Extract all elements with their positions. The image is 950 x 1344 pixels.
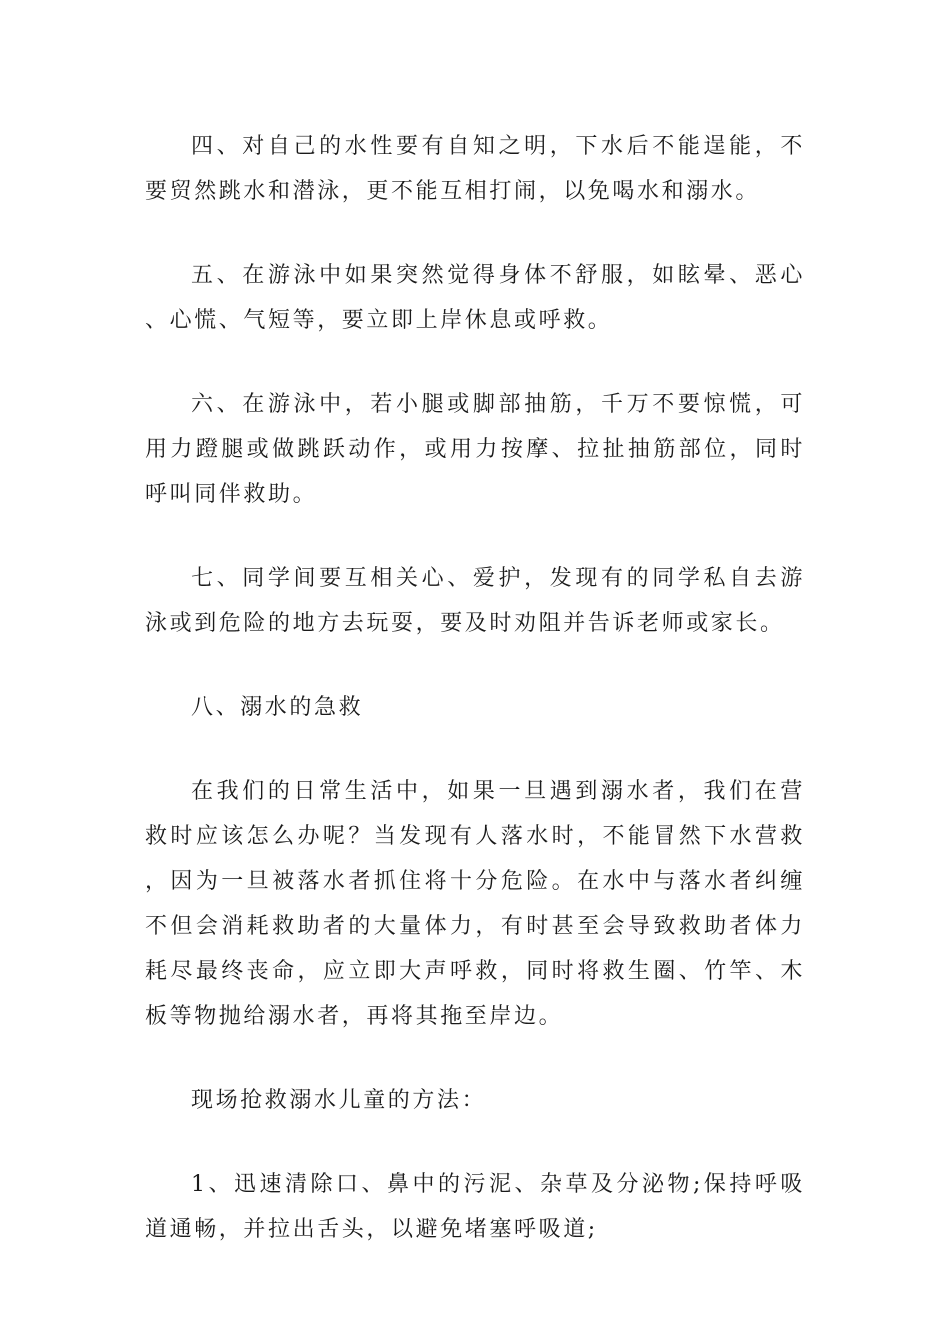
paragraph-rule-five: 五、在游泳中如果突然觉得身体不舒服，如眩晕、恶心、心慌、气短等，要立即上岸休息或呼救。 [145,263,805,333]
paragraph-onsite-rescue-intro: 现场抢救溺水儿童的方法： [191,1088,487,1113]
section-heading-drowning-first-aid: 八、溺水的急救 [191,695,364,720]
paragraph-rule-six: 六、在游泳中，若小腿或脚部抽筋，千万不要惊慌，可用力蹬腿或做跳跃动作，或用力按摩、拉扯抽筋部位，同时呼叫同伴救助。 [145,392,805,507]
paragraph-rule-seven: 七、同学间要互相关心、爱护，发现有的同学私自去游泳或到危险的地方去玩耍，要及时劝阻并告诉老师或家长。 [145,566,805,636]
paragraph-rule-four: 四、对自己的水性要有自知之明，下水后不能逞能，不要贸然跳水和潜泳，更不能互相打闹，以免喝水和溺水。 [145,134,805,204]
document-body [145,124,805,1291]
paragraph-rescue-step-one: 1、迅速清除口、鼻中的污泥、杂草及分泌物;保持呼吸道通畅，并拉出舌头，以避免堵塞呼吸道; [145,1172,805,1242]
paragraph-rescue-guidance: 在我们的日常生活中，如果一旦遇到溺水者，我们在营救时应该怎么办呢？当发现有人落水时，不能冒然下水营救，因为一旦被落水者抓住将十分危险。在水中与落水者纠缠不但会消耗救助者的大量体力，有时甚至会导致救助者体力耗尽最终丧命，应立即大声呼救，同时将救生圈、竹竿、木板等物抛给溺水者，再将其拖至岸边。 [145,779,805,1029]
